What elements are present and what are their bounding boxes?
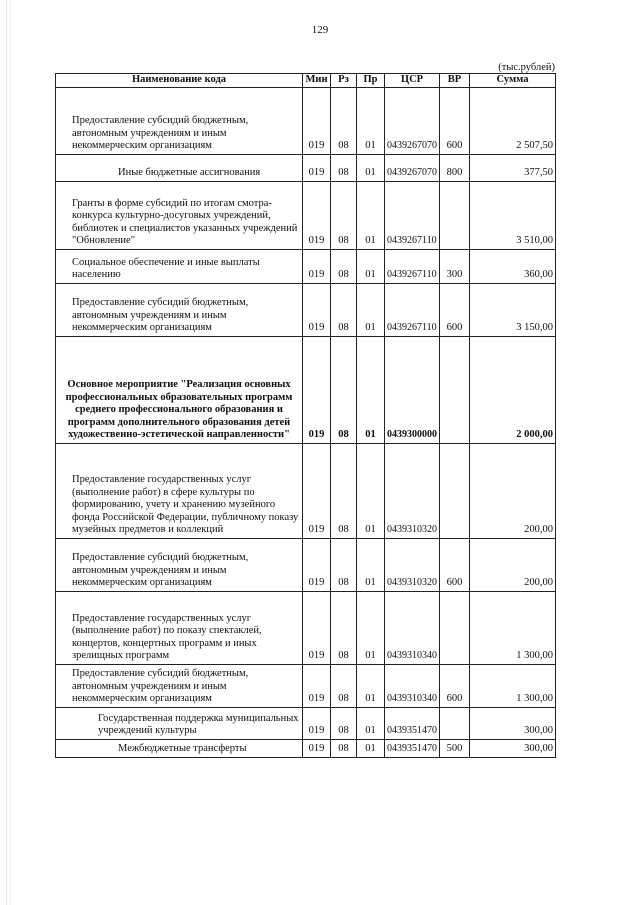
row-pr: 01 [357, 538, 385, 591]
row-rz: 08 [331, 538, 357, 591]
table-row [56, 664, 556, 707]
row-name: Основное мероприятие "Реализация основных профессиональных образовательных программ среднего профессионального образования и программ дополнительного образования детей художественно-эстетической направленности" [56, 336, 303, 443]
row-sum: 377,50 [470, 154, 556, 181]
row-pr: 01 [357, 283, 385, 336]
row-min: 019 [303, 707, 331, 739]
row-sum: 1 300,00 [470, 664, 556, 707]
header-name: Наименование кода [56, 74, 303, 88]
row-rz: 08 [331, 707, 357, 739]
row-csr: 0439310320 [385, 443, 440, 538]
row-name: Социальное обеспечение и иные выплаты населению [56, 249, 303, 283]
row-csr: 0439267110 [385, 249, 440, 283]
row-sum: 300,00 [470, 707, 556, 739]
row-vr: 600 [440, 87, 470, 154]
row-vr: 600 [440, 664, 470, 707]
row-sum: 200,00 [470, 443, 556, 538]
page-edge [6, 0, 7, 905]
header-rz: Рз [331, 74, 357, 88]
row-sum: 2 507,50 [470, 87, 556, 154]
row-min: 019 [303, 443, 331, 538]
row-vr: 500 [440, 739, 470, 757]
row-rz: 08 [331, 664, 357, 707]
row-vr [440, 181, 470, 249]
row-vr [440, 707, 470, 739]
row-min: 019 [303, 87, 331, 154]
header-pr: Пр [357, 74, 385, 88]
table-row [56, 538, 556, 591]
row-pr: 01 [357, 443, 385, 538]
row-rz: 08 [331, 249, 357, 283]
table-row [56, 739, 556, 757]
row-sum: 3 510,00 [470, 181, 556, 249]
row-rz: 08 [331, 591, 357, 664]
row-rz: 08 [331, 181, 357, 249]
row-sum: 1 300,00 [470, 591, 556, 664]
row-csr: 0439310340 [385, 664, 440, 707]
row-csr: 0439310340 [385, 591, 440, 664]
row-csr: 0439310320 [385, 538, 440, 591]
row-pr: 01 [357, 249, 385, 283]
row-pr: 01 [357, 87, 385, 154]
units-label: (тыс.рублей) [498, 62, 555, 73]
row-sum: 300,00 [470, 739, 556, 757]
table-row [56, 181, 556, 249]
table-row-bold [56, 336, 556, 443]
header-csr: ЦСР [385, 74, 440, 88]
row-min: 019 [303, 283, 331, 336]
row-csr: 0439267070 [385, 154, 440, 181]
row-csr: 0439267110 [385, 283, 440, 336]
row-rz: 08 [331, 739, 357, 757]
row-name: Межбюджетные трансферты [56, 739, 303, 757]
table-row [56, 591, 556, 664]
table-row [56, 283, 556, 336]
row-name: Гранты в форме субсидий по итогам смотра-конкурса культурно-досуговых учреждений, библиотек и специалистов указанных учреждений "Обновление" [56, 181, 303, 249]
page-number: 129 [311, 24, 329, 36]
row-rz: 08 [331, 87, 357, 154]
budget-table [55, 73, 556, 758]
table-row [56, 249, 556, 283]
row-csr: 0439267110 [385, 181, 440, 249]
row-min: 019 [303, 181, 331, 249]
row-sum: 2 000,00 [470, 336, 556, 443]
row-name: Предоставление субсидий бюджетным, автономным учреждениям и иным некоммерческим организациям [56, 283, 303, 336]
row-pr: 01 [357, 154, 385, 181]
row-name: Предоставление государственных услуг (выполнение работ) в сфере культуры по формированию, учету и хранению музейного фонда Российской Федерации, публичному показу музейных предметов и коллекций [56, 443, 303, 538]
row-pr: 01 [357, 739, 385, 757]
table-row [56, 443, 556, 538]
header-min: Мин [303, 74, 331, 88]
row-min: 019 [303, 154, 331, 181]
table-header-row [56, 74, 556, 88]
row-csr: 0439351470 [385, 707, 440, 739]
row-pr: 01 [357, 336, 385, 443]
row-vr [440, 443, 470, 538]
row-csr: 0439267070 [385, 87, 440, 154]
row-pr: 01 [357, 664, 385, 707]
row-vr [440, 336, 470, 443]
row-rz: 08 [331, 283, 357, 336]
row-pr: 01 [357, 707, 385, 739]
row-name: Предоставление субсидий бюджетным, автономным учреждениям и иным некоммерческим организациям [56, 87, 303, 154]
row-name: Предоставление государственных услуг (выполнение работ) по показу спектаклей, концертов, концертных программ и иных зрелищных программ [56, 591, 303, 664]
row-min: 019 [303, 664, 331, 707]
row-rz: 08 [331, 154, 357, 181]
row-min: 019 [303, 591, 331, 664]
row-sum: 360,00 [470, 249, 556, 283]
row-csr: 0439300000 [385, 336, 440, 443]
row-csr: 0439351470 [385, 739, 440, 757]
table-row [56, 87, 556, 154]
row-vr: 300 [440, 249, 470, 283]
row-sum: 200,00 [470, 538, 556, 591]
row-name: Государственная поддержка муниципальных учреждений культуры [56, 707, 303, 739]
row-vr [440, 591, 470, 664]
table-row [56, 154, 556, 181]
row-pr: 01 [357, 591, 385, 664]
row-name: Предоставление субсидий бюджетным, автономным учреждениям и иным некоммерческим организациям [56, 538, 303, 591]
row-vr: 600 [440, 538, 470, 591]
header-vr: ВР [440, 74, 470, 88]
row-min: 019 [303, 739, 331, 757]
row-sum: 3 150,00 [470, 283, 556, 336]
row-min: 019 [303, 249, 331, 283]
table-row [56, 707, 556, 739]
row-name: Иные бюджетные ассигнования [56, 154, 303, 181]
row-min: 019 [303, 538, 331, 591]
row-min: 019 [303, 336, 331, 443]
row-pr: 01 [357, 181, 385, 249]
page-edge-shadow [10, 0, 11, 905]
header-sum: Сумма [470, 74, 556, 88]
row-vr: 800 [440, 154, 470, 181]
row-rz: 08 [331, 443, 357, 538]
row-rz: 08 [331, 336, 357, 443]
row-name: Предоставление субсидий бюджетным, автономным учреждениям и иным некоммерческим организациям [56, 664, 303, 707]
row-vr: 600 [440, 283, 470, 336]
